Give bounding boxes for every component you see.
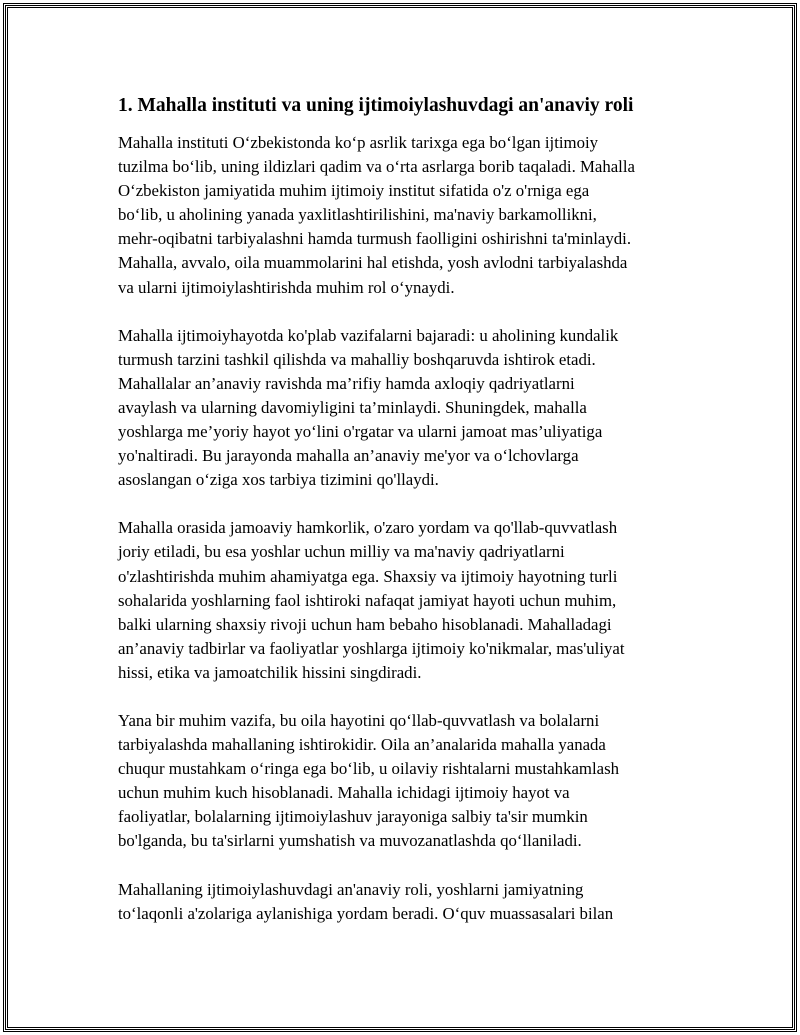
- text-line: asoslangan o‘ziga xos tarbiya tizimini qo'llaydi.: [118, 470, 439, 490]
- text-line: yo'naltiradi. Bu jarayonda mahalla an’anaviy me'yor va o‘lchovlarga: [118, 446, 579, 466]
- text-line: tuzilma bo‘lib, uning ildizlari qadim va o‘rta asrlarga borib taqaladi. Mahalla: [118, 157, 635, 177]
- paragraph: [118, 516, 678, 685]
- text-line: Yana bir muhim vazifa, bu oila hayotini qo‘llab-quvvatlash va bolalarni: [118, 710, 600, 730]
- text-line: sohalarida yoshlarning faol ishtiroki nafaqat jamiyat hayoti uchun muhim,: [118, 590, 617, 610]
- text-line: mehr-oqibatni tarbiyalashni hamda turmush faolligini oshirishni ta'minlaydi.: [118, 229, 632, 249]
- document-body: [118, 93, 678, 950]
- text-line: uchun muhim kuch hisoblanadi. Mahalla ichidagi ijtimoiy hayot va: [118, 783, 570, 803]
- text-line: bo'lganda, bu ta'sirlarni yumshatish va muvozanatlashda qo‘llaniladi.: [118, 831, 582, 851]
- text-line: Mahalla, avvalo, oila muammolarini hal etishda, yosh avlodni tarbiyalashda: [118, 253, 628, 273]
- text-line: hissi, etika va jamoatchilik hissini singdiradi.: [118, 662, 422, 682]
- text-line: Mahallaning ijtimoiylashuvdagi an'anaviy roli, yoshlarni jamiyatning: [118, 879, 584, 899]
- text-line: bo‘lib, u aholining yanada yaxlitlashtirilishini, ma'naviy barkamollikni,: [118, 205, 597, 225]
- text-line: an’anaviy tadbirlar va faoliyatlar yoshlarga ijtimoiy ko'nikmalar, mas'uliyat: [118, 638, 625, 658]
- text-line: Mahallalar an’anaviy ravishda ma’rifiy hamda axloqiy qadriyatlarni: [118, 373, 575, 393]
- text-line: Mahalla instituti O‘zbekistonda ko‘p asrlik tarixga ega bo‘lgan ijtimoiy: [118, 133, 599, 152]
- text-line: O‘zbekiston jamiyatida muhim ijtimoiy institut sifatida o'z o'rniga ega: [118, 181, 590, 201]
- section-heading: 1. Mahalla instituti va uning ijtimoiylashuvdagi an'anaviy roli: [118, 95, 634, 116]
- paragraph: [118, 709, 678, 854]
- paragraph: [118, 324, 678, 493]
- text-line: tarbiyalashda mahallaning ishtirokidir. Oila an’analarida mahalla yanada: [118, 735, 606, 755]
- text-line: joriy etiladi, bu esa yoshlar uchun milliy va ma'naviy qadriyatlarni: [118, 542, 565, 562]
- text-line: faoliyatlar, bolalarning ijtimoiylashuv jarayoniga salbiy ta'sir mumkin: [118, 807, 588, 827]
- text-line: Mahalla ijtimoiyhayotda ko'plab vazifalarni bajaradi: u aholining kundalik: [118, 325, 619, 345]
- text-line: turmush tarzini tashkil qilishda va mahalliy boshqaruvda ishtirok etadi.: [118, 349, 596, 369]
- text-line: Mahalla orasida jamoaviy hamkorlik, o'zaro yordam va qo'llab-quvvatlash: [118, 518, 618, 538]
- text-line: to‘laqonli a'zolariga aylanishiga yordam beradi. O‘quv muassasalari bilan: [118, 903, 614, 923]
- text-line: chuqur mustahkam o‘ringa ega bo‘lib, u oilaviy rishtalarni mustahkamlash: [118, 759, 619, 779]
- text-line: o'zlashtirishda muhim ahamiyatga ega. Shaxsiy va ijtimoiy hayotning turli: [118, 566, 618, 586]
- paragraph: [118, 878, 678, 926]
- text-line: yoshlarga me’yoriy hayot yo‘lini o'rgatar va ularni jamoat mas’uliyatiga: [118, 422, 603, 442]
- text-line: va ularni ijtimoiylashtirishda muhim rol o‘ynaydi.: [118, 277, 455, 297]
- text-line: avaylash va ularning davomiyligini ta’minlaydi. Shuningdek, mahalla: [118, 397, 587, 417]
- text-line: balki ularning shaxsiy rivoji uchun ham bebaho hisoblanadi. Mahalladagi: [118, 614, 612, 634]
- paragraph: [118, 131, 678, 300]
